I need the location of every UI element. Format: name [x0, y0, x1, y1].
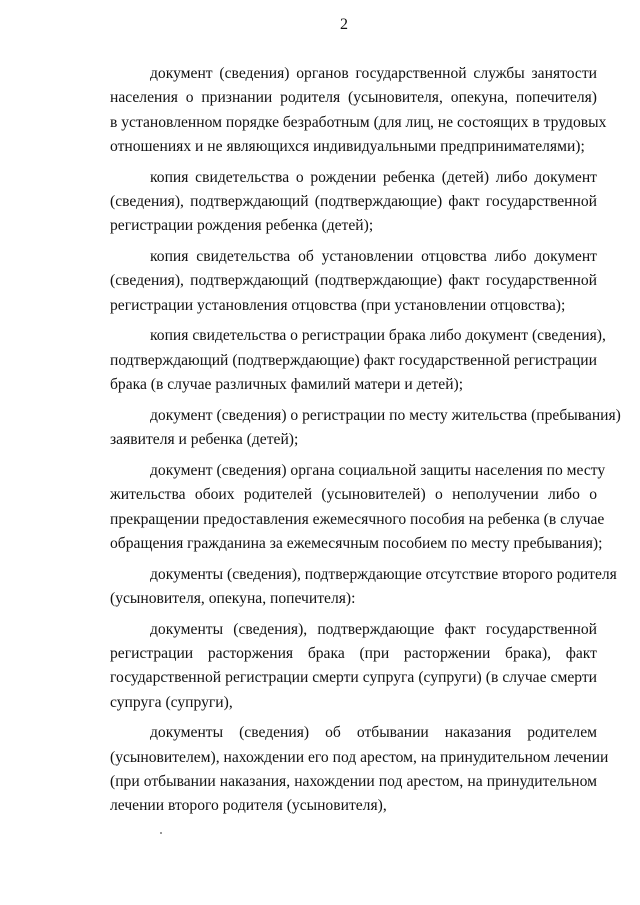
- paragraph: [110, 245, 597, 318]
- scan-speck: [160, 832, 162, 834]
- text-line: обращения гражданина за ежемесячным пособием по месту пребывания);: [110, 534, 603, 552]
- text-line: документ (сведения) о регистрации по месту жительства (пребывания): [150, 406, 621, 424]
- text-line: копия свидетельства о регистрации брака либо документ (сведения),: [150, 327, 606, 345]
- text-line: лечении второго родителя (усыновителя),: [110, 797, 387, 815]
- text-line: брака (в случае различных фамилий матери и детей);: [110, 376, 464, 394]
- text-line: государственной регистрации смерти супруга (супруги) (в случае смерти: [110, 669, 597, 687]
- text-line: документы (сведения), подтверждающие отсутствие второго родителя: [150, 565, 617, 583]
- text-line: (сведения), подтверждающий (подтверждающие) факт государственной: [110, 192, 597, 210]
- text-line: документы (сведения), подтверждающие факт государственной: [150, 620, 597, 638]
- paragraph: [110, 618, 597, 715]
- text-line: (усыновителем), нахождении его под арестом, на принудительном лечении: [110, 748, 609, 766]
- text-line: заявителя и ребенка (детей);: [110, 431, 299, 449]
- text-line: в установленном порядке безработным (для лиц, не состоящих в трудовых: [110, 113, 607, 131]
- text-line: документы (сведения) об отбывании наказания родителем: [150, 724, 597, 742]
- document-body: [110, 62, 621, 825]
- text-line: копия свидетельства о рождении ребенка (детей) либо документ: [150, 168, 597, 186]
- paragraph: [110, 721, 609, 818]
- text-line: регистрации установления отцовства (при установлении отцовства);: [110, 296, 566, 314]
- page-number: 2: [340, 16, 348, 33]
- text-line: регистрации расторжения брака (при расторжении брака), факт: [110, 645, 597, 663]
- text-line: (усыновителя, опекуна, попечителя):: [110, 589, 356, 607]
- text-line: отношениях и не являющихся индивидуальными предпринимателями);: [110, 137, 585, 155]
- text-line: документ (сведения) органа социальной защиты населения по месту: [150, 461, 606, 479]
- text-line: регистрации рождения ребенка (детей);: [110, 217, 374, 235]
- text-line: населения о признании родителя (усыновителя, опекуна, попечителя): [110, 89, 597, 107]
- paragraph: [110, 459, 606, 556]
- paragraph: [110, 404, 621, 453]
- text-line: жительства обоих родителей (усыновителей) о неполучении либо о: [110, 486, 597, 504]
- text-line: копия свидетельства об установлении отцовства либо документ: [150, 248, 597, 266]
- paragraph: [110, 62, 607, 159]
- paragraph: [110, 166, 597, 239]
- paragraph: [110, 324, 606, 397]
- text-line: подтверждающий (подтверждающие) факт государственной регистрации: [110, 351, 597, 369]
- text-line: документ (сведения) органов государственной службы занятости: [150, 65, 597, 82]
- text-line: прекращении предоставления ежемесячного пособия на ребенка (в случае: [110, 510, 605, 528]
- text-line: (сведения), подтверждающий (подтверждающие) факт государственной: [110, 272, 597, 290]
- text-line: (при отбывании наказания, нахождении под арестом, на принудительном: [110, 773, 597, 791]
- text-line: супруга (супруги),: [110, 693, 233, 711]
- paragraph: [110, 563, 617, 612]
